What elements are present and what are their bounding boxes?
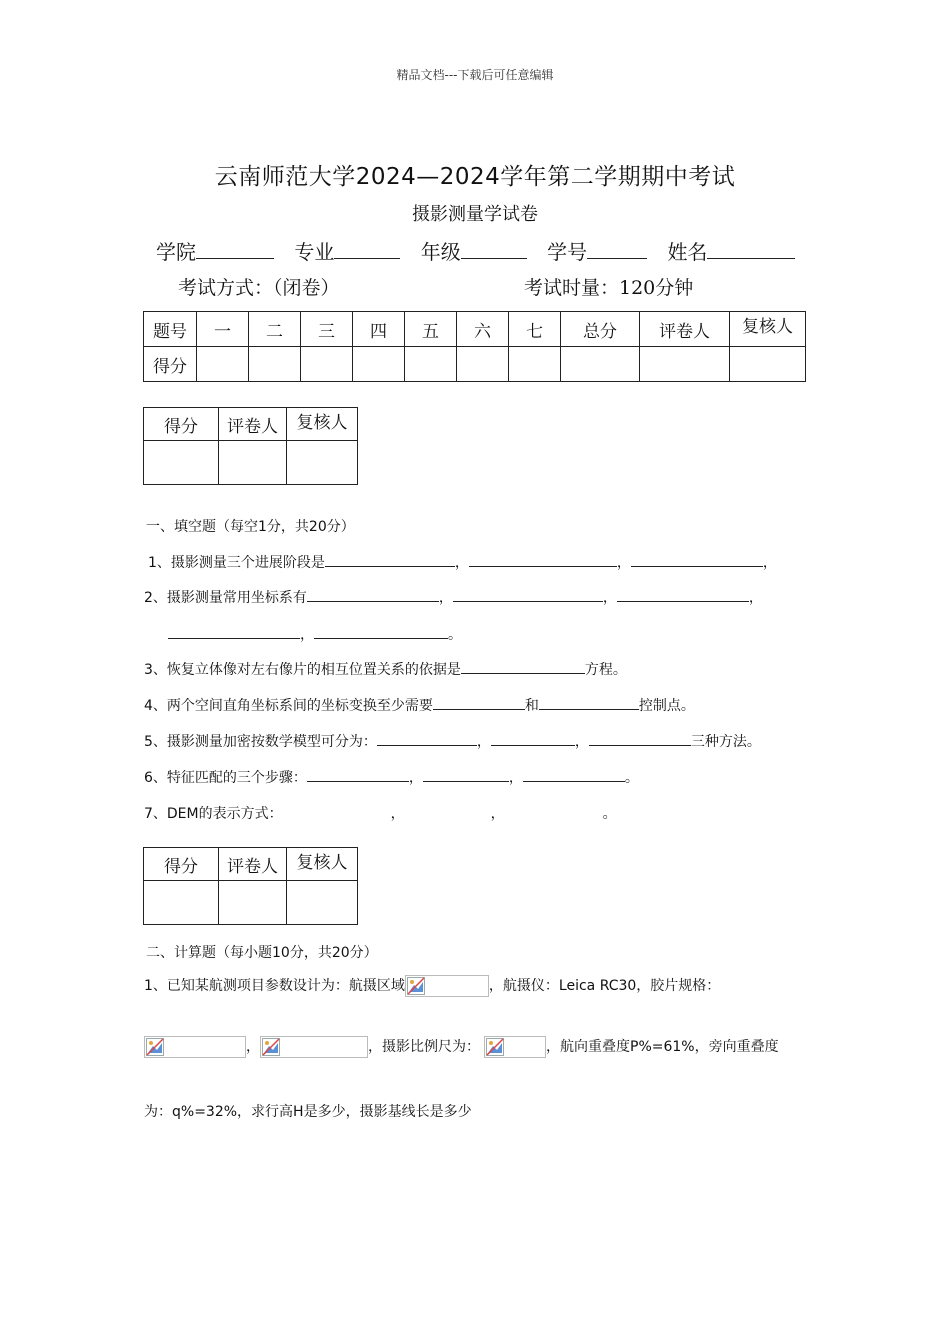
score-header-cell: 四: [353, 312, 405, 347]
major-field[interactable]: 专业: [294, 240, 400, 264]
answer-blank[interactable]: [325, 552, 455, 567]
score-header-cell: 一: [197, 312, 249, 347]
student-info-line: [156, 236, 809, 265]
exam-time: 考试时量：120分钟: [524, 277, 694, 299]
grader-cell[interactable]: [144, 881, 219, 925]
broken-image-icon: [484, 1036, 546, 1058]
grade-field[interactable]: 年级: [421, 240, 527, 264]
college-field[interactable]: 学院: [156, 240, 274, 264]
question-3: 3、恢复立体像对左右像片的相互位置关系的依据是 方程。: [144, 659, 627, 679]
score-header-cell: 总分: [561, 312, 640, 347]
score-cell[interactable]: [640, 347, 730, 382]
section1-title: 一、填空题（每空1分，共20分）: [146, 519, 355, 535]
header-note: 精品文档---下载后可任意编辑: [396, 68, 554, 82]
grader-cell[interactable]: [219, 881, 287, 925]
problem-1-line-1: 1、已知某航测项目参数设计为：航摄区域 ，航摄仪：Leica RC30，胶片规格：: [144, 975, 720, 997]
exam-mode: 考试方式：（闭卷）: [178, 277, 340, 299]
student-id-field[interactable]: 学号: [547, 240, 647, 264]
question-2: 2、摄影测量常用坐标系有 ， ， ，: [144, 587, 763, 607]
score-header-cell: 五: [405, 312, 457, 347]
answer-blank[interactable]: [491, 731, 575, 746]
answer-blank[interactable]: [377, 731, 477, 746]
score-cell[interactable]: [353, 347, 405, 382]
question-1: 1、摄影测量三个进展阶段是 ， ， ，: [148, 552, 777, 572]
broken-image-icon: [405, 975, 489, 997]
exam-subtitle: 摄影测量学试卷: [412, 204, 538, 225]
answer-blank[interactable]: [589, 731, 691, 746]
question-2-cont: ， 。: [168, 624, 462, 644]
score-header-cell: 七: [509, 312, 561, 347]
grader-table-2: [143, 847, 358, 925]
problem-1-line-2: ， ，摄影比例尺为： ，航向重叠度P%=61%，旁向重叠度: [144, 1036, 779, 1058]
score-header-cell: 二: [249, 312, 301, 347]
broken-image-icon: [144, 1036, 246, 1058]
grader-header-cell: 得分: [144, 848, 219, 881]
question-7: 7、DEM的表示方式： ， ， 。: [144, 806, 617, 822]
score-header-cell: 六: [457, 312, 509, 347]
answer-blank[interactable]: [461, 659, 585, 674]
answer-blank[interactable]: [307, 587, 439, 602]
answer-blank[interactable]: [523, 767, 625, 782]
grader-header-cell: 评卷人: [219, 408, 287, 441]
answer-blank[interactable]: [423, 767, 509, 782]
score-cell[interactable]: [457, 347, 509, 382]
grader-cell[interactable]: [219, 441, 287, 485]
score-row-label: 得分: [144, 347, 197, 382]
question-4: 4、两个空间直角坐标系间的坐标变换至少需要 和 控制点。: [144, 695, 695, 715]
score-header-cell: 复核人: [730, 312, 806, 347]
score-cell[interactable]: [730, 347, 806, 382]
score-cell[interactable]: [561, 347, 640, 382]
answer-blank[interactable]: [168, 624, 300, 639]
score-header-cell: 评卷人: [640, 312, 730, 347]
exam-title: 云南师范大学2024—2024学年第二学期期中考试: [214, 164, 736, 190]
grader-header-cell: 复核人: [287, 848, 358, 881]
answer-blank[interactable]: [617, 587, 749, 602]
grader-header-cell: 复核人: [287, 408, 358, 441]
broken-image-icon: [260, 1036, 368, 1058]
grader-header-cell: 评卷人: [219, 848, 287, 881]
score-cell[interactable]: [301, 347, 353, 382]
score-table-score-row: [144, 347, 806, 382]
answer-blank[interactable]: [433, 695, 525, 710]
score-cell[interactable]: [405, 347, 457, 382]
answer-blank[interactable]: [539, 695, 639, 710]
score-cell[interactable]: [249, 347, 301, 382]
score-cell[interactable]: [197, 347, 249, 382]
answer-blank[interactable]: [453, 587, 603, 602]
grader-cell[interactable]: [287, 881, 358, 925]
answer-blank[interactable]: [631, 552, 763, 567]
grader-cell[interactable]: [287, 441, 358, 485]
score-table: [143, 311, 806, 382]
question-6: 6、特征匹配的三个步骤： ， ， 。: [144, 767, 639, 787]
score-cell[interactable]: [509, 347, 561, 382]
score-header-cell: 题号: [144, 312, 197, 347]
score-header-cell: 三: [301, 312, 353, 347]
score-table-header-row: [144, 312, 806, 347]
answer-blank[interactable]: [307, 767, 409, 782]
answer-blank[interactable]: [469, 552, 617, 567]
question-5: 5、摄影测量加密按数学模型可分为： ， ， 三种方法。: [144, 731, 761, 751]
grader-header-cell: 得分: [144, 408, 219, 441]
name-field[interactable]: 姓名: [667, 240, 795, 264]
section2-title: 二、计算题（每小题10分，共20分）: [146, 945, 378, 961]
grader-table-1: [143, 407, 358, 485]
grader-cell[interactable]: [144, 441, 219, 485]
answer-blank[interactable]: [314, 624, 448, 639]
problem-1-line-3: 为：q%=32%，求行高H是多少，摄影基线长是多少: [144, 1104, 472, 1120]
